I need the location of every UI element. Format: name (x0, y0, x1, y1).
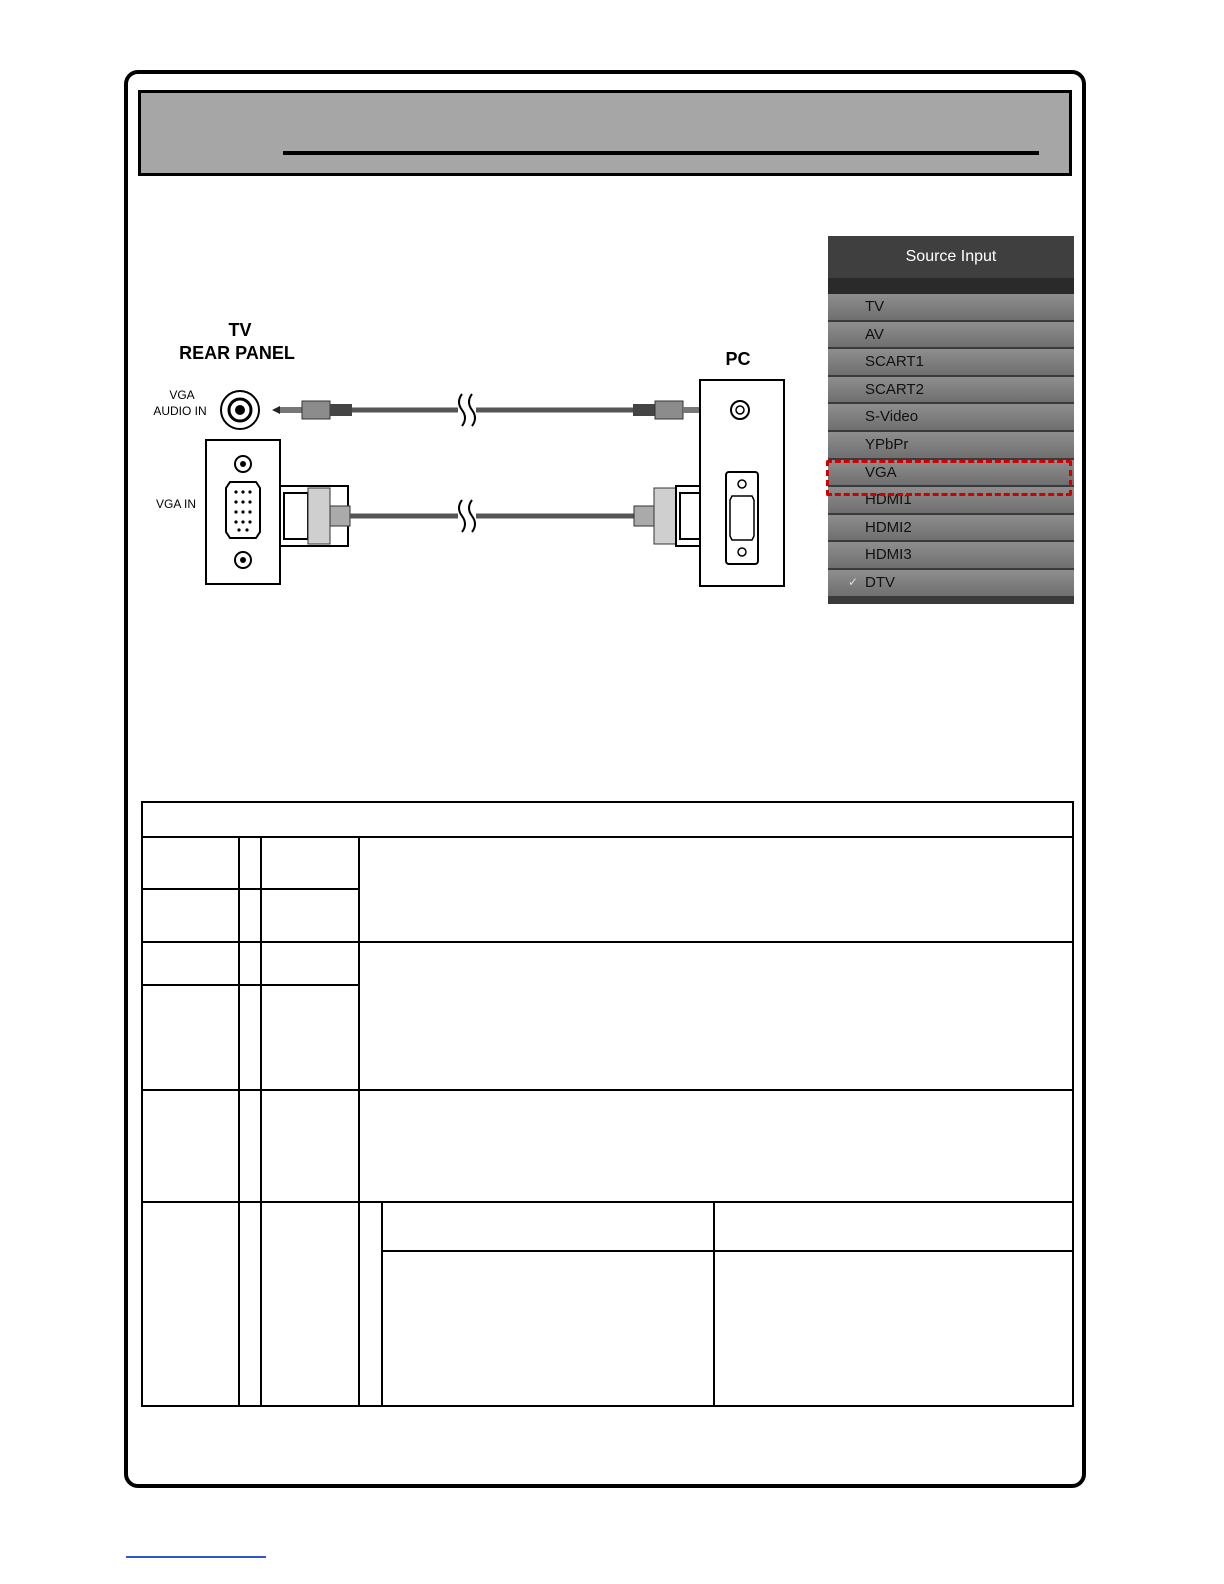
table-rule (143, 1201, 1072, 1203)
menu-item-label: VGA (865, 463, 897, 481)
table-rule (143, 941, 1072, 943)
menu-title: Source Input (828, 236, 1074, 278)
menu-item-label: SCART1 (865, 353, 924, 371)
table-rule (143, 1089, 1072, 1091)
menu-item-label: YPbPr (865, 435, 909, 453)
table-rule (260, 836, 262, 1407)
spec-table (141, 801, 1074, 1407)
table-rule (238, 836, 240, 1407)
connection-diagram (140, 300, 800, 600)
section-header (138, 90, 1072, 176)
menu-item-hdmi3[interactable] (828, 542, 1074, 568)
table-rule (381, 1201, 383, 1407)
menu-item-label: SCART2 (865, 380, 924, 398)
menu-item-av[interactable] (828, 322, 1074, 348)
vga-audio-label-line1: VGA (169, 388, 195, 402)
menu-item-label: S-Video (865, 408, 919, 426)
menu-item-s-video[interactable] (828, 404, 1074, 430)
menu-separator (828, 278, 1074, 294)
menu-item-label: AV (865, 325, 884, 343)
rear-panel-label: REAR PANEL (179, 343, 295, 363)
menu-item-label: TV (865, 298, 885, 315)
footer-link-underline[interactable] (126, 1556, 266, 1558)
menu-item-tv[interactable] (828, 294, 1074, 320)
tv-label: TV (228, 320, 252, 340)
table-rule (713, 1201, 715, 1407)
table-rule (143, 888, 358, 890)
header-underline (283, 151, 1039, 155)
menu-item-label: HDMI1 (865, 491, 912, 509)
pc-label: PC (725, 349, 751, 369)
menu-item-hdmi2[interactable] (828, 515, 1074, 541)
table-rule (383, 1250, 1072, 1252)
vga-in-label: VGA IN (155, 497, 197, 511)
menu-item-label: HDMI3 (865, 546, 912, 564)
audio-cable (272, 394, 714, 426)
tv-vga-port (206, 440, 280, 584)
menu-item-label: DTV (865, 573, 895, 591)
pc-panel (700, 380, 784, 586)
vga-audio-label-line2: AUDIO IN (153, 404, 207, 418)
menu-item-dtv[interactable] (828, 570, 1074, 596)
table-rule (358, 836, 360, 1407)
source-input-menu (828, 236, 1074, 604)
menu-item-ypbpr[interactable] (828, 432, 1074, 458)
menu-item-label: HDMI2 (865, 518, 912, 536)
check-icon: ✓ (848, 574, 859, 589)
table-rule (143, 836, 1072, 838)
menu-item-scart2[interactable] (828, 377, 1074, 403)
menu-list (828, 294, 1074, 598)
vga-cable (280, 486, 710, 546)
table-rule (143, 984, 358, 986)
menu-item-scart1[interactable] (828, 349, 1074, 375)
tv-audio-jack (221, 391, 259, 429)
vga-selection-highlight (826, 460, 1072, 496)
